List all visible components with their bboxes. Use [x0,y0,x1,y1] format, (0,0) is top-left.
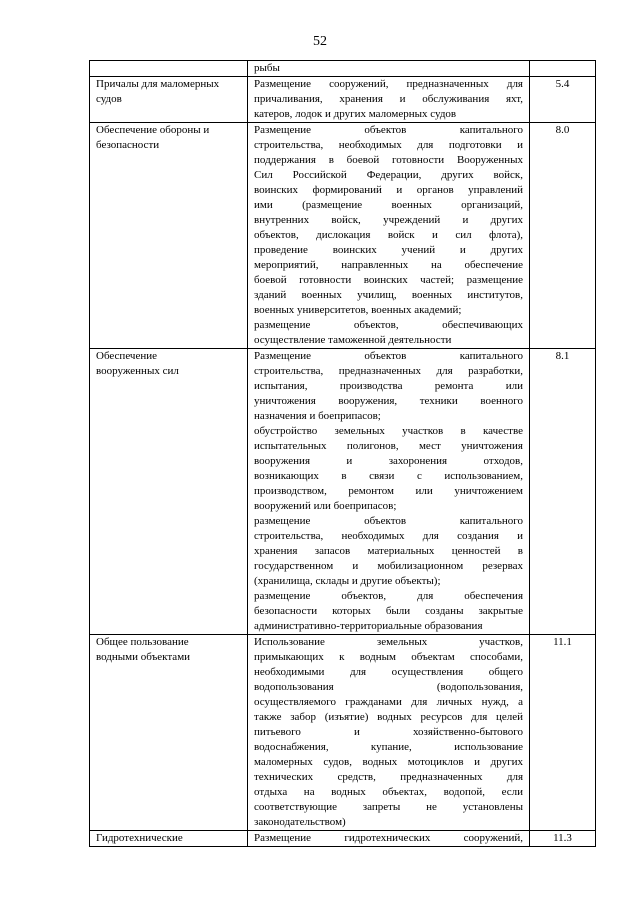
land-use-name-cell [90,635,248,831]
description-line: уничтожения вооружения, техники военного [254,395,523,407]
table-row [90,77,596,123]
description-line: назначения и боеприпасов; [254,410,381,422]
table-row [90,831,596,847]
table-body [90,61,596,847]
description-line: (хранилища, склады и другие объекты); [254,575,441,587]
description-line: Размещение объектов капитального [254,350,523,362]
description-line: возникающих в связи с использованием, [254,470,523,482]
land-use-description-cell [248,831,530,847]
description-line: осуществление таможенной деятельности [254,334,452,346]
land-use-name-cell [90,123,248,349]
description-line: маломерных судов, водных мотоциклов и других [254,756,523,768]
land-use-table [89,60,596,847]
land-use-name-line: вооруженных сил [96,365,179,377]
land-use-name-cell [90,349,248,635]
description-line: водопользования (водопользования, [254,681,523,693]
table-row [90,635,596,831]
description-line: размещение объектов, для обеспечения [254,590,523,602]
land-use-name-line: Причалы для маломерных [96,78,220,90]
description-line: боевой готовности воинских частей; размещение [254,274,523,286]
description-line: Сил Российской Федерации, других войск, [254,169,523,181]
land-use-description-cell [248,349,530,635]
description-line: воинских формирований и органов управлений [254,184,523,196]
description-line: производством, ремонтом или уничтожением [254,485,523,497]
description-line: испытания, производства ремонта или [254,380,523,392]
description-line: отдыха на водных объектах, водопой, если [254,786,523,798]
land-use-description-cell [248,635,530,831]
land-use-name-line: безопасности [96,139,160,151]
land-use-code-cell [530,61,596,77]
table-row [90,123,596,349]
description-line: вооружений или боеприпасов; [254,500,397,512]
description-line: Размещение сооружений, предназначенных для [254,78,523,90]
description-line: безопасности которых были созданы закрытые [254,605,523,617]
description-line: строительства, предназначенных для разработки, [254,365,523,377]
description-line: строительства, необходимых для создания и [254,530,523,542]
land-use-name-cell [90,77,248,123]
description-line: питьевого и хозяйственно-бытового [254,726,523,738]
description-line: также забор (изъятие) водных ресурсов для целей [254,711,523,723]
description-line: объектов, дислокация войск и сил флота), [254,229,523,241]
description-line: зданий военных училищ, военных институтов, [254,289,523,301]
description-line: Использование земельных участков, [254,636,523,648]
land-use-name-cell [90,61,248,77]
land-use-name-line: Обеспечение [96,350,157,362]
description-line: размещение объектов, обеспечивающих [254,319,523,331]
description-line: осуществляемого гражданами для личных нужд, а [254,696,523,708]
land-use-description-cell [248,123,530,349]
description-line: обустройство земельных участков в качестве [254,425,523,437]
land-use-code-cell: 8.1 [530,349,596,635]
table-row [90,349,596,635]
land-use-code-cell: 11.3 [530,831,596,847]
land-use-name-line: водными объектами [96,651,191,663]
description-line: необходимыми для осуществления общего [254,666,523,678]
description-line: поддержания в боевой готовности Вооруженных [254,154,523,166]
description-line: законодательством) [254,816,346,828]
description-line: хранения запасов материальных ценностей в [254,545,523,557]
description-line: соответствующие запреты не установлены [254,801,523,813]
description-line: государственном и мобилизационном резервах [254,560,523,572]
description-line: административно-территориальные образования [254,620,483,632]
land-use-code-cell: 5.4 [530,77,596,123]
description-line: проведение воинских учений и других [254,244,523,256]
description-line: катеров, лодок и других маломерных судов [254,108,457,120]
description-line: причаливания, хранения и обслуживания яхт, [254,93,523,105]
description-line: размещение объектов капитального [254,515,523,527]
land-use-name-line: Общее пользование [96,636,189,648]
land-use-name-line: судов [96,93,122,105]
land-use-description-cell [248,61,530,77]
page-number: 52 [313,34,327,49]
land-use-description-cell [248,77,530,123]
description-line: внутренних войск, учреждений и других [254,214,523,226]
description-line: мероприятий, направленных на обеспечение [254,259,523,271]
description-line: военных университетов, военных академий; [254,304,462,316]
table-row [90,61,596,77]
land-use-name-line: Гидротехнические [96,832,183,844]
land-use-name-line: Обеспечение обороны и [96,124,210,136]
description-line: технических средств, предназначенных для [254,771,523,783]
description-line: водоснабжения, купание, использование [254,741,523,753]
land-use-code-cell: 11.1 [530,635,596,831]
description-line: вооружения и захоронения отходов, [254,455,523,467]
description-line: Размещение гидротехнических сооружений, [254,832,523,844]
description-line: ими (размещение военных организаций, [254,199,523,211]
description-line: испытательных полигонов, мест уничтожения [254,440,523,452]
description-line: Размещение объектов капитального [254,124,523,136]
land-use-name-cell [90,831,248,847]
land-use-code-cell: 8.0 [530,123,596,349]
description-line: примыкающих к водным объектам способами, [254,651,523,663]
description-line: рыбы [254,62,280,74]
description-line: строительства, необходимых для подготовки и [254,139,523,151]
